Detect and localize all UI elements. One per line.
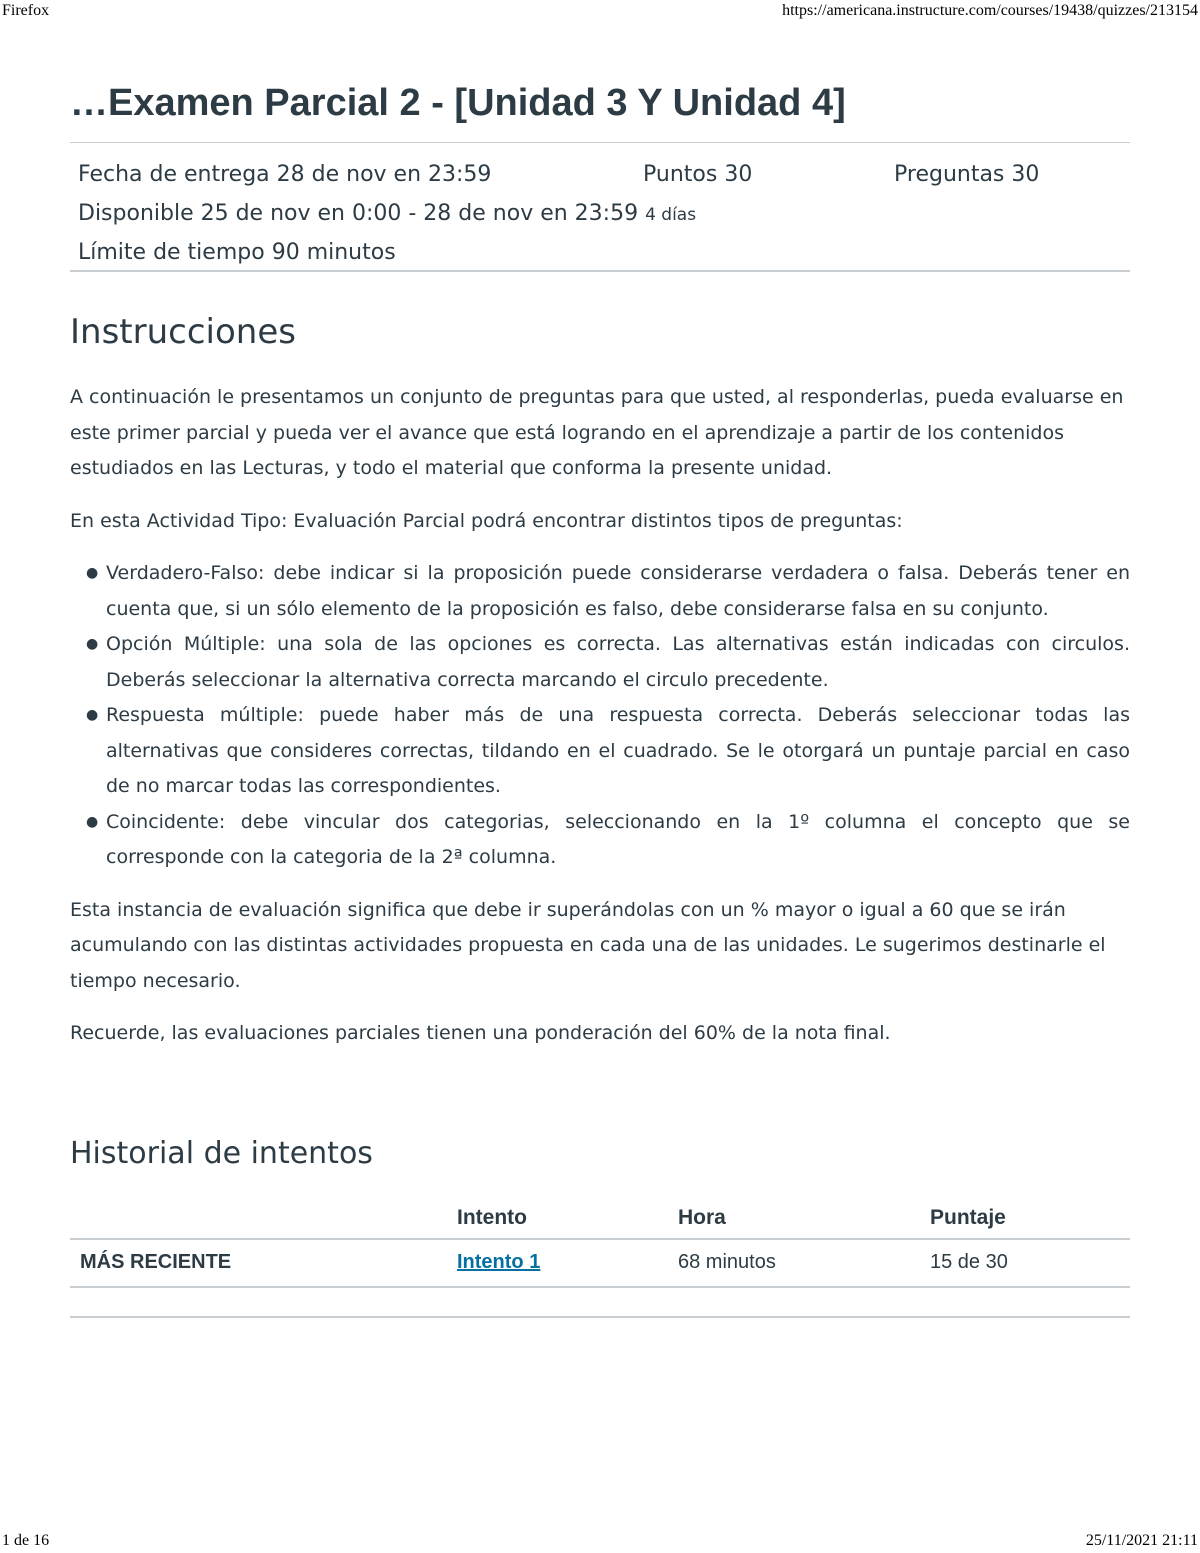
list-item bbox=[86, 556, 1130, 627]
history-title: Historial de intentos bbox=[70, 1135, 373, 1171]
print-datetime: 25/11/2021 21:11 bbox=[1085, 1532, 1198, 1549]
meta-row-3 bbox=[78, 233, 1130, 272]
due-date bbox=[78, 155, 491, 194]
column-header bbox=[70, 1198, 447, 1239]
print-footer bbox=[0, 1532, 1200, 1553]
questions-label: Preguntas bbox=[894, 162, 1005, 187]
attempt-history-table bbox=[70, 1198, 1130, 1288]
instructions-paragraph: Esta instancia de evaluación significa que debe ir superándolas con un % mayor o igual a 60 que se irán acumulando con las distintas actividades propuesta en cada una de las unidades. Le sugerimos destinarle el tiempo necesario. bbox=[70, 898, 1106, 992]
score-cell: 15 de 30 bbox=[920, 1239, 1130, 1287]
availability bbox=[78, 194, 696, 235]
meta-row-2 bbox=[78, 194, 1130, 233]
list-item bbox=[86, 805, 1130, 876]
points-label: Puntos bbox=[643, 162, 718, 187]
points bbox=[643, 155, 752, 194]
attempt-cell bbox=[447, 1239, 668, 1287]
due-value: 28 de nov en 23:59 bbox=[276, 162, 492, 187]
questions-value: 30 bbox=[1011, 162, 1040, 187]
instructions-title: Instrucciones bbox=[70, 312, 296, 352]
instructions-body bbox=[70, 380, 1130, 1052]
available-label: Disponible bbox=[78, 201, 194, 226]
available-value: 25 de nov en 0:00 - 28 de nov en 23:59 bbox=[200, 201, 639, 226]
list-item-text: Verdadero-Falso: debe indicar si la proposición puede considerarse verdadera o falsa. Deberás tener en cuenta que, si un sólo elemento de la proposición es falso, debe considerarse falsa en su conjunto. bbox=[106, 562, 1130, 620]
list-item bbox=[86, 698, 1130, 805]
bullet-icon: ● bbox=[86, 636, 99, 652]
print-header bbox=[0, 2, 1200, 24]
instructions-paragraph: En esta Actividad Tipo: Evaluación Parcial podrá encontrar distintos tipos de preguntas: bbox=[70, 509, 903, 532]
bottom-divider bbox=[70, 1316, 1130, 1318]
available-days: 4 días bbox=[645, 205, 697, 225]
column-header-attempt: Intento bbox=[447, 1198, 668, 1239]
page-url: https://americana.instructure.com/courses/19438/quizzes/213154 bbox=[782, 2, 1198, 19]
instructions-paragraph: Recuerde, las evaluaciones parciales tienen una ponderación del 60% de la nota final. bbox=[70, 1022, 891, 1044]
browser-name: Firefox bbox=[2, 2, 50, 19]
recent-label: MÁS RECIENTE bbox=[70, 1239, 447, 1287]
page-number: 1 de 16 bbox=[2, 1532, 50, 1549]
list-item-text: Respuesta múltiple: puede haber más de una respuesta correcta. Deberás seleccionar todas las alternativas que consideres correctas, tildando en el cuadrado. Se le otorgará un puntaje parcial en caso de no marcar todas las correspondientes. bbox=[106, 704, 1130, 797]
time-limit-value: 90 minutos bbox=[271, 240, 396, 265]
time-limit bbox=[78, 233, 396, 272]
question-types-list bbox=[70, 556, 1130, 876]
list-item-text: Opción Múltiple: una sola de las opciones es correcta. Las alternativas están indicadas con circulos. Deberás seleccionar la alternativa correcta marcando el circulo precedente. bbox=[106, 633, 1130, 691]
table-row bbox=[70, 1239, 1130, 1287]
meta-row-1 bbox=[78, 155, 1130, 194]
column-header-score: Puntaje bbox=[920, 1198, 1130, 1239]
quiz-header bbox=[70, 143, 1130, 270]
page-title: …Examen Parcial 2 - [Unidad 3 Y Unidad 4] bbox=[70, 82, 846, 124]
points-value: 30 bbox=[724, 162, 753, 187]
table-header-row bbox=[70, 1198, 1130, 1239]
list-item bbox=[86, 627, 1130, 698]
column-header-time: Hora bbox=[668, 1198, 920, 1239]
attempt-link[interactable]: Intento 1 bbox=[457, 1251, 541, 1273]
questions bbox=[894, 155, 1039, 194]
time-limit-label: Límite de tiempo bbox=[78, 240, 265, 265]
bullet-icon: ● bbox=[86, 813, 99, 830]
list-item-text: Coincidente: debe vincular dos categorias, seleccionando en la 1º columna el concepto que se corresponde con la categoria de la 2ª columna. bbox=[106, 810, 1130, 868]
instructions-paragraph: A continuación le presentamos un conjunto de preguntas para que usted, al responderlas, pueda evaluarse en este primer parcial y pueda ver el avance que está logrando en el aprendizaje a partir de los contenidos estudiados en las Lecturas, y todo el material que conforma la presente unidad. bbox=[70, 386, 1124, 479]
due-label: Fecha de entrega bbox=[78, 162, 270, 187]
bullet-icon: ● bbox=[86, 565, 99, 581]
quiz-content bbox=[70, 78, 1130, 1318]
bullet-icon: ● bbox=[86, 707, 99, 723]
time-cell: 68 minutos bbox=[668, 1239, 920, 1287]
